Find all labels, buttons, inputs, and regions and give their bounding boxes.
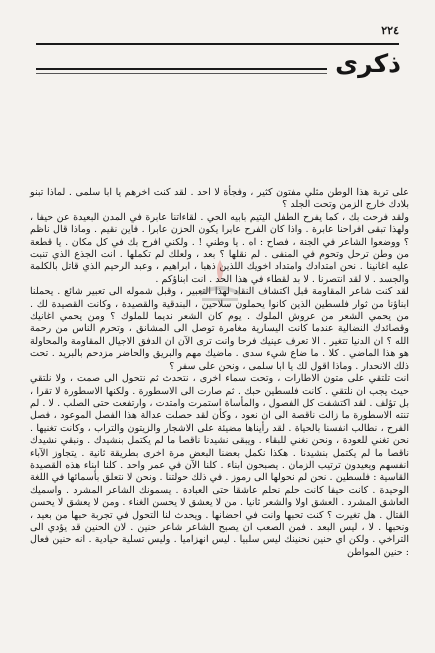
body-text [30,187,409,559]
paragraph: على تربة هذا الوطن مثلي مفتون كثير ، وفجأة لا احد . لقد كنت اخرهم يا ابا سلمى . لماذا تبنو بلادك خارج الزمن وتحت الجلد ؟ [30,187,409,211]
page-number: ٢٢٤ [381,24,399,37]
section-title: ذكرى [335,49,401,78]
section-title-rule [36,68,327,70]
header-rule [36,43,399,45]
section-title-rule-thin [36,73,327,74]
paragraph: لقد كنت شاعر المقاومة قبل اكتشاف النقاد لهذا التعبير ، وقبل شموله الى تعبير شائع . يحملنا ابناؤنا من ثوار فلسطين الذين كانوا يحملون سلاحين ، البندقية والقصيدة ، وكانت القصيدة لك . من يحمي الشعر من عروش الملوك . يوم كان الشعر نديما للملوك ؟ ومن يحمي اغانيك وقصائدك النضالية عندما كانت اليسارية مغامرة توصل الى المشانق ، وتحرم الناس من رحمة الله ؟ ان الدنيا تتغير . الا تعرف عينيك فرحا وانت ترى الآن ان الدفق الاجيال المقاومة والمحاولة هو هذا الماضي . كلا . ما ضاع شيء سدى . ماضيك مهم والبريق والحاضر مزدحم بالبريد . تحت ذلك الانحدار . وماذا اقول لك يا ابا سلمى ، ونحن على سفر ؟ [30,286,409,372]
paragraph: ولقد فرحت بك ، كما يفرح الطفل اليتيم بابيه الحي . لقاءاتنا عابرة في المدن البعيدة عن حيفا ، ولهذا تبقى افراحنا عابرة . واذا كان الفرح عابرا يكون الحزن عابرا . فاين نقيم . وماذا قال ناظم ؟ ووضعوا الشاعر في الجنة ، فصاح : اه . يا وطني ! . ولكني افرح بك في كل مكان . يا قطعة من وطن ترحل وتحوم في المنفى . لم نقلها ؟ بعد ، ولعلك لم تكملها . انت الجذع الذي تنبت عليه اغانينا . نحن امتدادك وامتداد اخويك اللذين ذهبا ، ابراهيم ، وعبد الرحيم الذي قاتل بالكلمة والجسد . لا لقد انتصرنا . لا بد لقطاء في هذا الحد . انت ابناؤكم . [30,211,409,285]
paragraph: انت تلتقي على متون الاطارات ، وتحت سماء اخرى ، نتحدث ثم نتحول الى صمت ، ولا نلتقي حيث يجب ان نلتقي . كانت فلسطين حبك . ثم صارت الى الاسطورة . ولكنها الاسطورة لا تقرا ، بل تؤلف . لقد اكتشفت كل الفصول ، والمأساة استمرت وامتدت ، وارتفعت حتى الصلب . لا . لم تنته الاسطورة ما زالت ناقصة الى ان نعود ، وكأن لقد حصلت عدالة هذا الفصل الموعود ، فصل الفرح ، نطالب انفسنا بالحياة . لقد رأيناها مضيئة على الاشجار والزيتون والتراب ، وكانت تغنيها . نحن تغني للعودة ، ونحن نغني للبقاء . ويبقى نشيدنا ناقصا ما لم يكتمل بنشيدك . ونبقي نشيدك ناقصا ما لم يكتمل بنشيدنا . هكذا نكمل بعضنا البعض مرة اخرى بطريقة ثانية . يتجاوز الآباء انفسهم ويعيدون ترتيب الزمان . يصبحون ابناء . كلنا الآن في عمر واحد . كلنا ابناء هذه القصيدة القاسية : فلسطين . نحن لم نحولها الى رموز . في ذلك حولتنا . ونحن لا نتعلق بأسمائها في اللغة الوحيدة . كانت حيفا كانت حلم نحلم عاشقا حتى العبادة . يسمونك الشاعر المشرد . واسميك العاشق المشرد . العشق اولا والشعر ثانيا . من لا يعشق لا يحسن الغناء . ومن لا يعشق لا يحسن القتال . هل تغيرت ؟ كنت تحبها وانت في احضانها . ويحدث لنا التحول في تجربة حبها من بعيد ، ونحبها . لا ، ليس البعد . فمن الصعب ان يصبح الشاعر شاعر حنين . لان الحنين قد يؤدي الى التراخي . ولكن اي حنين نحنينك ليس سلبيا . ليس انهزاميا . وليس تسلية حيادية . انه حنين فعال : حنين المواطن [30,373,409,558]
